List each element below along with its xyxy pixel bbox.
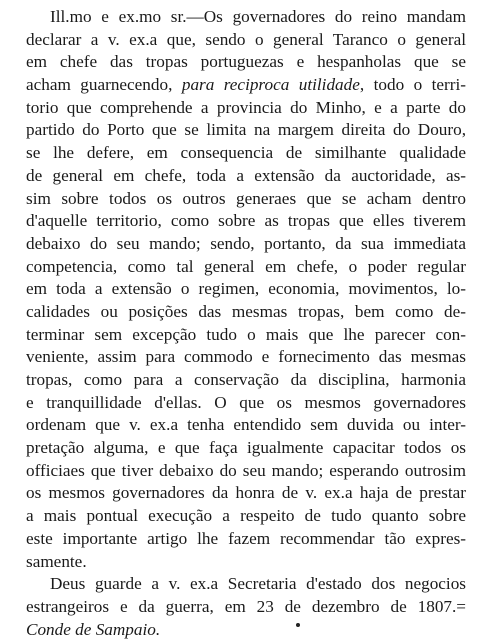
- ink-dot: [296, 623, 300, 627]
- text-line: terminar sem excepção tudo o mais que lhe parecer con-: [26, 324, 466, 344]
- text-line: samente.: [26, 551, 87, 571]
- text-line: competencia, como tal general em chefe, o poder regular: [26, 256, 466, 276]
- text-line: d'aquelle territorio, como sobre as tropas que elles tiverem: [26, 211, 466, 231]
- text-line: officiaes que tiver debaixo do seu mando; esperando outrosim: [26, 460, 466, 480]
- text-line: ordenam que v. ex.a tenha entendido sem duvida ou inter-: [26, 415, 466, 435]
- text-line: a mais pontual execução a respeito de tudo quanto sobre: [26, 506, 466, 526]
- text-line: Deus guarde a v. ex.a Secretaria d'estado dos negocios: [50, 574, 466, 594]
- text-line: [26, 74, 466, 97]
- paragraph-2: [26, 573, 466, 618]
- text-line: pretação alguma, e que faça igualmente capacitar todos os: [26, 438, 466, 458]
- text-line: declarar a v. ex.a que, sendo o general Taranco o general: [26, 29, 466, 49]
- text-line: torio que comprehende a provincia do Minho, e a parte do: [26, 97, 466, 117]
- text-line: partido do Porto que se limita na margem direita do Douro,: [26, 120, 466, 140]
- text-line: sim sobre todos os outros generaes que se acham dentro: [26, 188, 466, 208]
- italic-phrase: para reciproca utilidade: [181, 75, 360, 95]
- text-line: de general em chefe, toda a extensão da auctoridade, as-: [26, 165, 466, 185]
- text-line: em toda a extensão o regimen, economia, movimentos, lo-: [26, 279, 466, 299]
- text-run: acham guarnecendo,: [26, 75, 182, 95]
- text-line: os mesmos governadores da honra de v. ex.a haja de prestar: [26, 483, 466, 503]
- text-line: Ill.mo e ex.mo sr.—Os governadores do reino mandam: [50, 7, 466, 26]
- document-text: [26, 6, 466, 641]
- text-line: este importante artigo lhe fazem recommendar tão expres-: [26, 528, 466, 548]
- text-line: se lhe defere, em consequencia de similhante qualidade: [26, 143, 466, 163]
- text-line: e tranquillidade d'ellas. O que os mesmos governadores: [26, 392, 466, 412]
- text-line: estrangeiros e da guerra, em 23 de dezembro de 1807.=: [26, 596, 466, 616]
- text-line: em chefe das tropas portuguezas e hespanholas que se: [26, 52, 466, 72]
- signature-text: Conde de Sampaio.: [26, 619, 161, 639]
- text-run: , todo o terri-: [359, 75, 466, 95]
- text-line: calidades ou posições das mesmas tropas, bem como de-: [26, 301, 466, 321]
- text-line: tropas, como para a conservação da disciplina, harmonia: [26, 370, 466, 389]
- paragraph-1: [26, 6, 466, 573]
- signature: [26, 619, 466, 641]
- text-line: veniente, assim para commodo e fornecimento das mesmas: [26, 347, 466, 367]
- text-line: debaixo do seu mando; sendo, portanto, da sua immediata: [26, 233, 466, 253]
